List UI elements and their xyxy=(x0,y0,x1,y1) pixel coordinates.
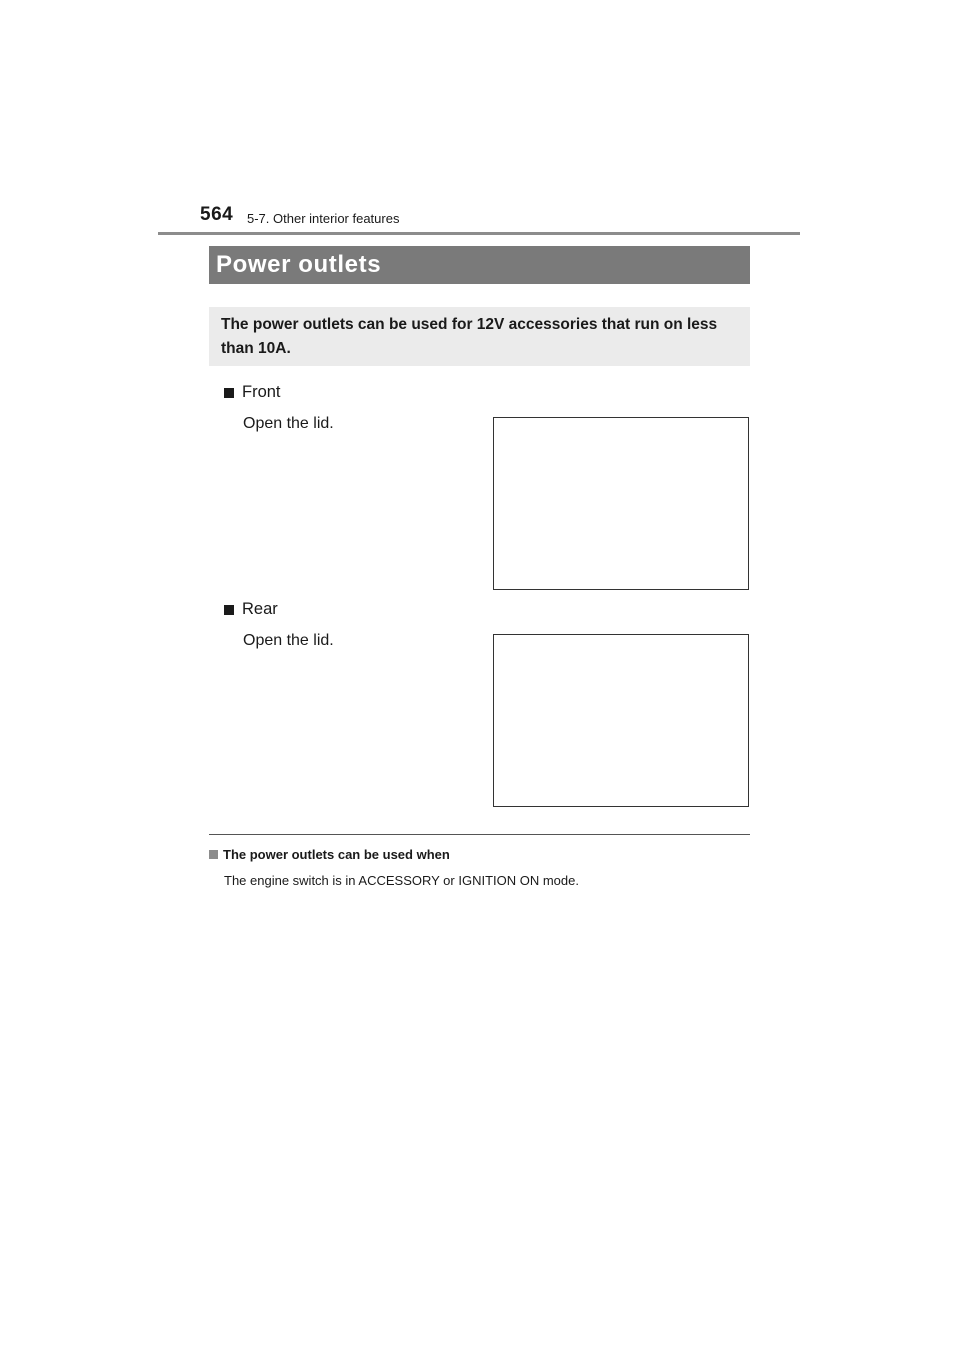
front-heading-label: Front xyxy=(242,383,281,401)
front-heading xyxy=(224,383,281,402)
intro-text: The power outlets can be used for 12V accessories that run on less than 10A. xyxy=(221,316,718,357)
rear-heading-label: Rear xyxy=(242,600,278,618)
square-bullet-icon xyxy=(224,605,234,615)
section-label: 5-7. Other interior features xyxy=(247,211,400,226)
section-title-bar xyxy=(209,246,750,284)
section-title: Power outlets xyxy=(216,251,382,278)
note-text: The engine switch is in ACCESSORY or IGNITION ON mode. xyxy=(224,873,579,888)
front-instruction: Open the lid. xyxy=(243,415,334,432)
front-figure xyxy=(493,417,749,590)
intro-box xyxy=(209,307,750,366)
header-divider xyxy=(158,232,800,235)
rear-figure xyxy=(493,634,749,807)
rear-instruction: Open the lid. xyxy=(243,632,334,649)
note-heading-label: The power outlets can be used when xyxy=(223,847,450,862)
square-bullet-icon xyxy=(224,388,234,398)
note-heading xyxy=(209,847,450,862)
square-bullet-icon xyxy=(209,850,218,859)
page-number: 564 xyxy=(200,204,234,225)
rear-heading xyxy=(224,600,278,619)
note-divider xyxy=(209,834,750,835)
